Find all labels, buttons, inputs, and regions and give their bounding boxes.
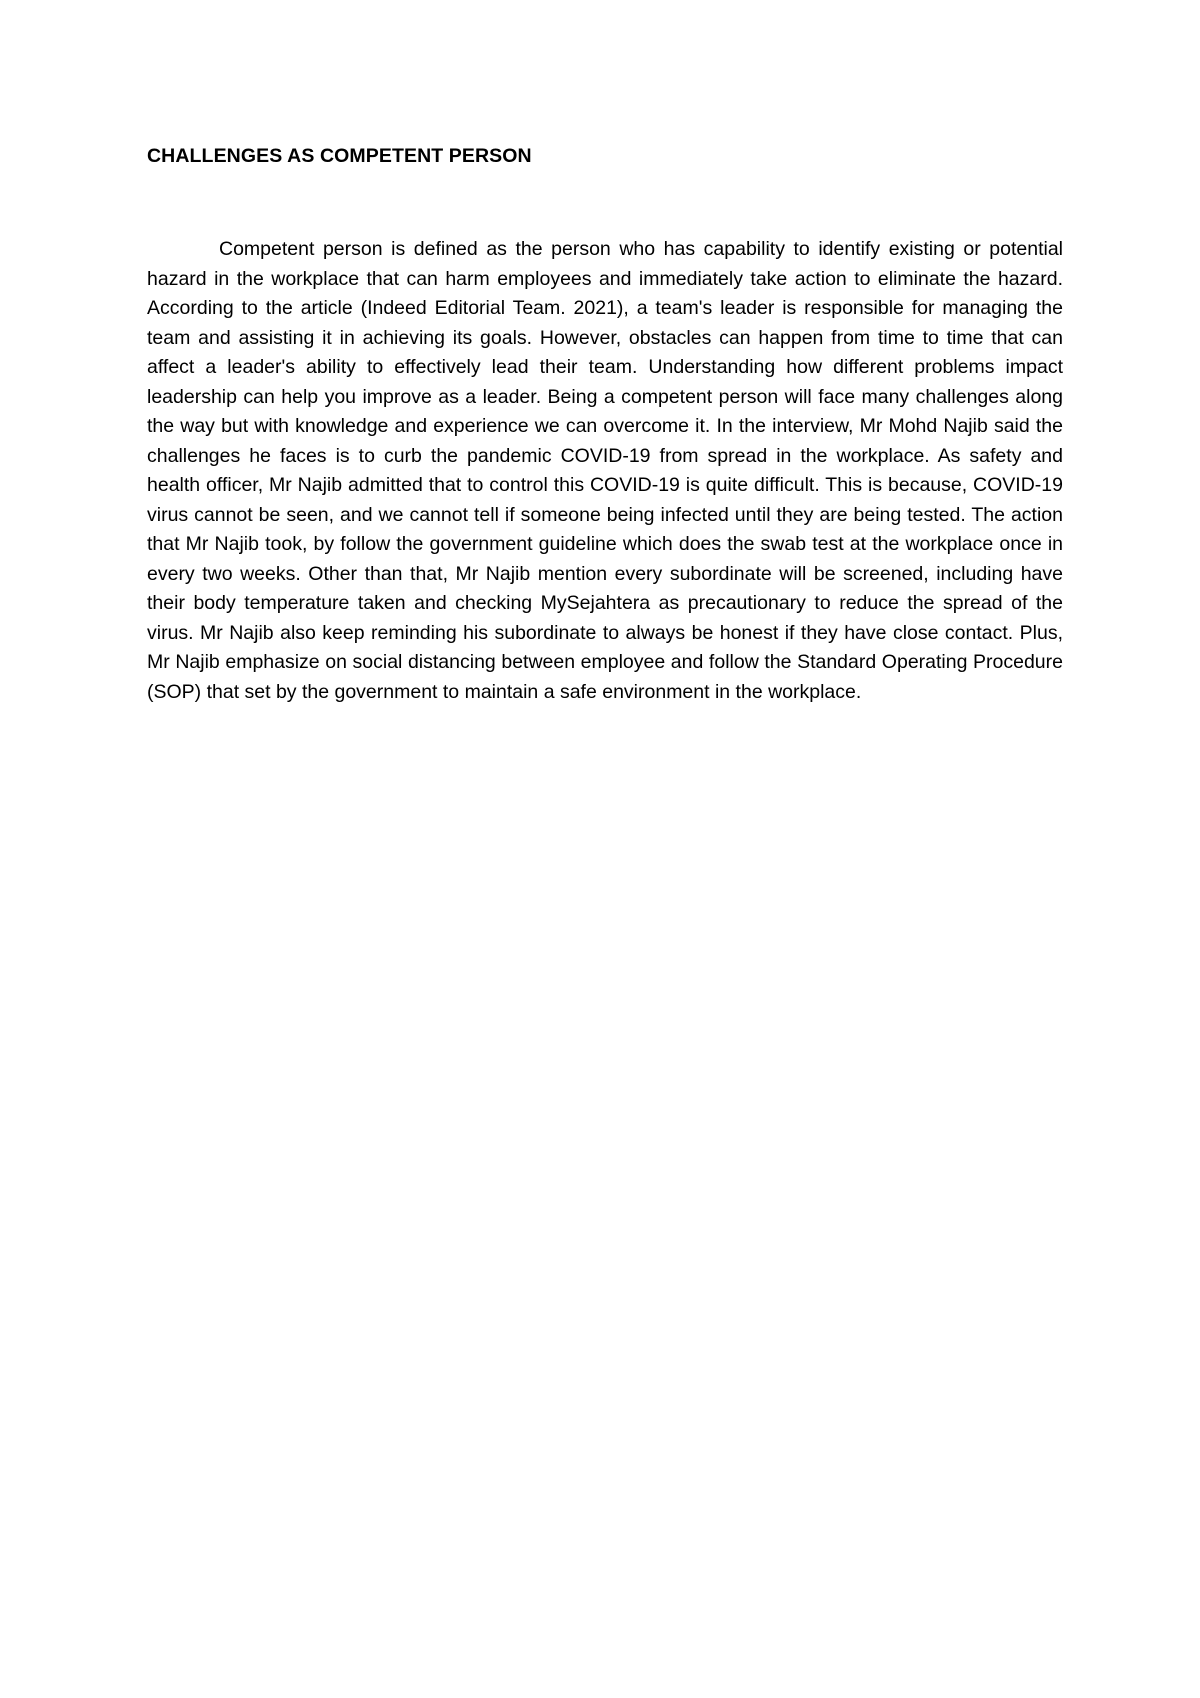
body-paragraph: Competent person is defined as the person who has capability to identify existing or potential hazard in the workplace that can harm employees and immediately take action to eliminate the hazard. According to the article (Indeed Editorial Team. 2021), a team's leader is responsible for managing the team and assisting it in achieving its goals. However, obstacles can happen from time to time that can affect a leader's ability to effectively lead their team. Understanding how different problems impact leadership can help you improve as a leader. Being a competent person will face many challenges along the way but with knowledge and experience we can overcome it. In the interview, Mr Mohd Najib said the challenges he faces is to curb the pandemic COVID-19 from spread in the workplace. As safety and health officer, Mr Najib admitted that to control this COVID-19 is quite difficult. This is because, COVID-19 virus cannot be seen, and we cannot tell if someone being infected until they are being tested. The action that Mr Najib took, by follow the government guideline which does the swab test at the workplace once in every two weeks. Other than that, Mr Najib mention every subordinate will be screened, including have their body temperature taken and checking MySejahtera as precautionary to reduce the spread of the virus. Mr Najib also keep reminding his subordinate to always be honest if they have close contact. Plus, Mr Najib emphasize on social distancing between employee and follow the Standard Operating Procedure (SOP) that set by the government to maintain a safe environment in the workplace. xyxy=(147,238,1063,703)
document-heading: CHALLENGES AS COMPETENT PERSON xyxy=(147,145,532,167)
